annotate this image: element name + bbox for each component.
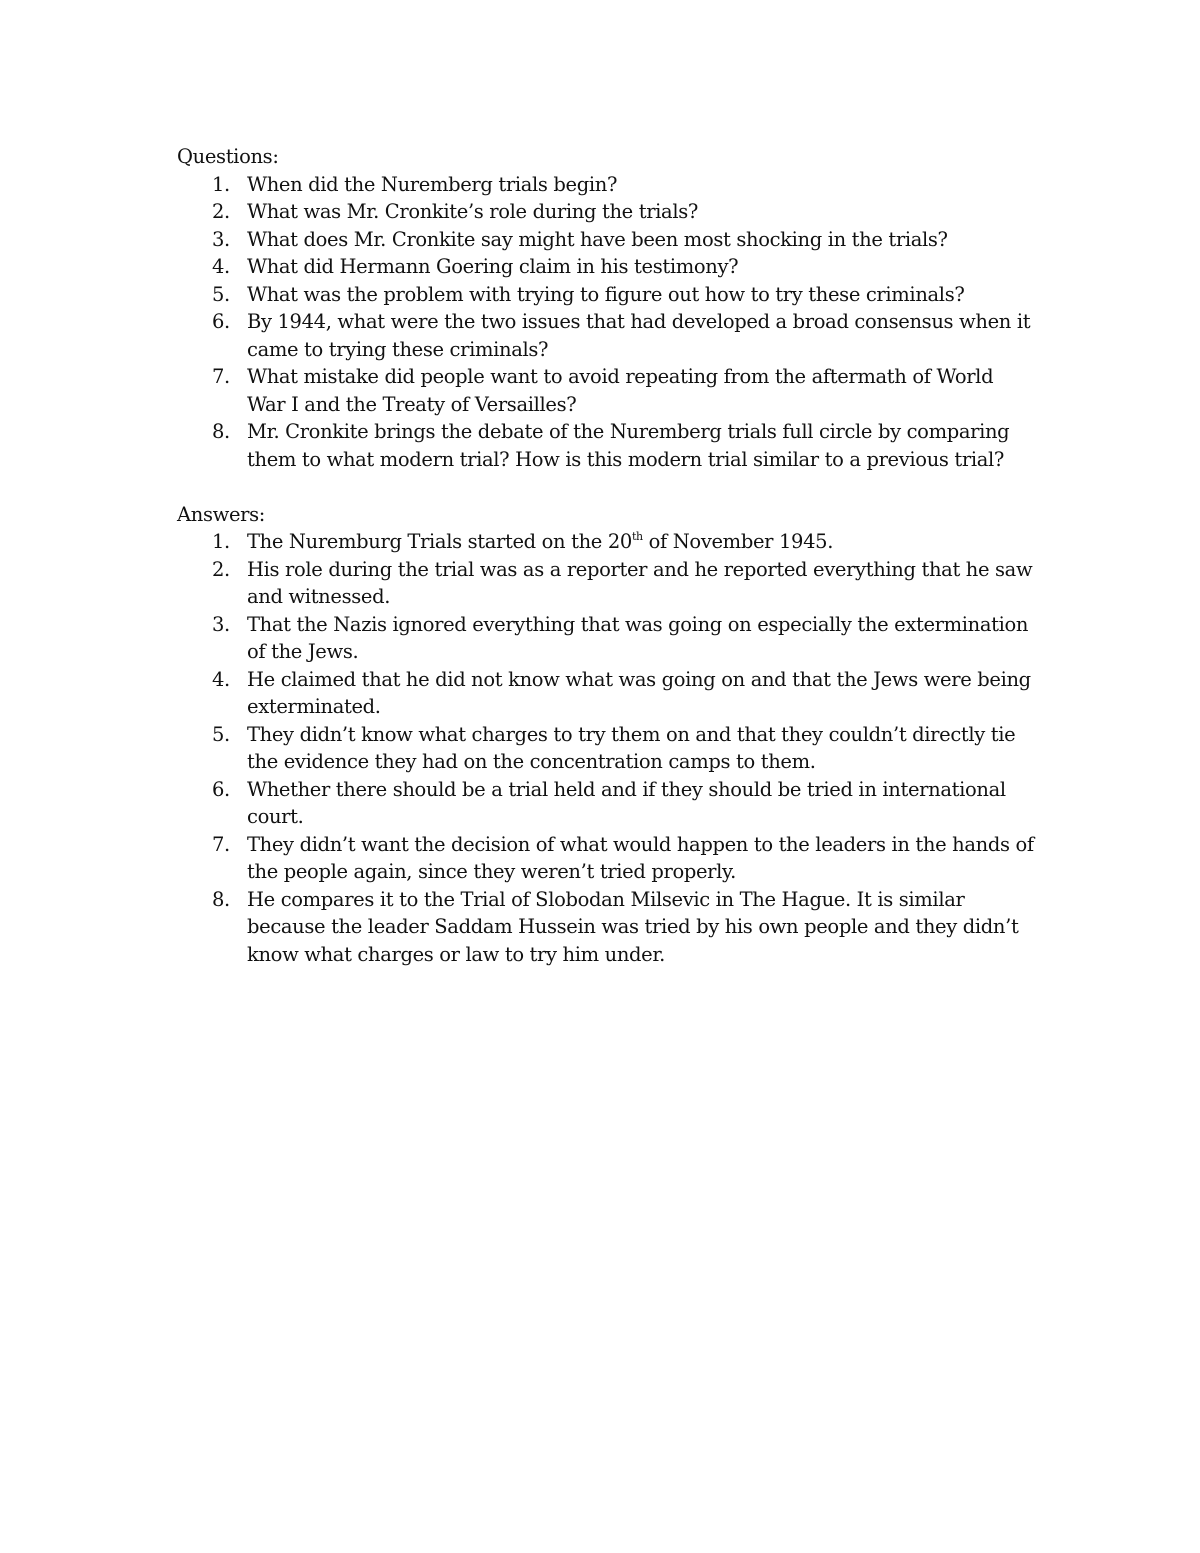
answer-text: They didn’t know what charges to try them on and that they couldn’t directly tie the evidence they had on the concentration camps to them. — [247, 722, 1016, 773]
question-number: 4. — [212, 255, 230, 278]
answer-text-start: The Nuremburg Trials started on the 20 — [247, 530, 632, 553]
answer-text-end: of November 1945. — [642, 530, 834, 553]
answer-number: 8. — [212, 887, 230, 911]
answer-number: 4. — [212, 667, 230, 691]
answer-text: Whether there should be a trial held and if they should be tried in international court. — [247, 777, 1006, 828]
question-text: What mistake did people want to avoid repeating from the aftermath of World War I and the Treaty of Versailles? — [247, 365, 994, 416]
question-item — [177, 308, 1037, 363]
answer-item — [177, 776, 1037, 831]
question-item — [177, 171, 1037, 199]
answer-item — [177, 666, 1037, 721]
answer-item — [177, 528, 1037, 556]
question-number: 1. — [212, 172, 230, 196]
question-number: 7. — [212, 365, 230, 388]
answer-text: His role during the trial was as a reporter and he reported everything that he saw and witnessed. — [247, 557, 1033, 608]
answer-number: 3. — [212, 612, 230, 636]
question-item — [177, 226, 1037, 254]
document-body — [177, 143, 1037, 968]
question-number: 3. — [212, 227, 230, 251]
answer-text: They didn’t want the decision of what would happen to the leaders in the hands of the people again, since they weren’t tried properly. — [247, 832, 1034, 883]
question-text: By 1944, what were the two issues that had developed a broad consensus when it came to trying these criminals? — [247, 310, 1031, 361]
answer-item — [177, 886, 1037, 969]
question-text: What was the problem with trying to figure out how to try these criminals? — [247, 282, 965, 306]
answers-heading: Answers: — [177, 502, 265, 526]
answer-text — [247, 530, 833, 553]
ordinal-suffix: th — [631, 530, 643, 543]
question-text: What did Hermann Goering claim in his testimony? — [247, 255, 739, 278]
question-item — [177, 198, 1037, 226]
answer-number: 7. — [212, 832, 230, 856]
answer-item — [177, 721, 1037, 776]
questions-list — [177, 171, 1037, 474]
answer-number: 6. — [212, 777, 230, 801]
answer-item — [177, 611, 1037, 666]
answer-number: 2. — [212, 557, 230, 581]
question-number: 8. — [212, 420, 230, 443]
answer-number: 1. — [212, 530, 230, 553]
questions-heading: Questions: — [177, 145, 279, 168]
question-item — [177, 253, 1037, 281]
question-item — [177, 363, 1037, 418]
answer-item — [177, 556, 1037, 611]
answers-list — [177, 528, 1037, 968]
section-spacer — [177, 473, 1037, 501]
question-text: What does Mr. Cronkite say might have been most shocking in the trials? — [247, 227, 948, 251]
question-text: Mr. Cronkite brings the debate of the Nuremberg trials full circle by comparing them to what modern trial? How is this modern trial similar to a previous trial? — [247, 420, 1010, 471]
question-text: When did the Nuremberg trials begin? — [247, 172, 618, 196]
question-item — [177, 281, 1037, 309]
question-text: What was Mr. Cronkite’s role during the trials? — [247, 200, 698, 223]
answer-text: He compares it to the Trial of Slobodan Milsevic in The Hague. It is similar because the leader Saddam Hussein was tried by his own people and they didn’t know what charges or law to try him under. — [247, 887, 1019, 966]
question-item — [177, 418, 1037, 473]
answer-number: 5. — [212, 722, 230, 746]
question-number: 6. — [212, 310, 230, 333]
answer-text: That the Nazis ignored everything that was going on especially the extermination of the Jews. — [247, 612, 1029, 663]
answer-text: He claimed that he did not know what was going on and that the Jews were being exterminated. — [247, 667, 1031, 718]
question-number: 2. — [212, 200, 230, 223]
answer-item — [177, 831, 1037, 886]
question-number: 5. — [212, 282, 230, 306]
